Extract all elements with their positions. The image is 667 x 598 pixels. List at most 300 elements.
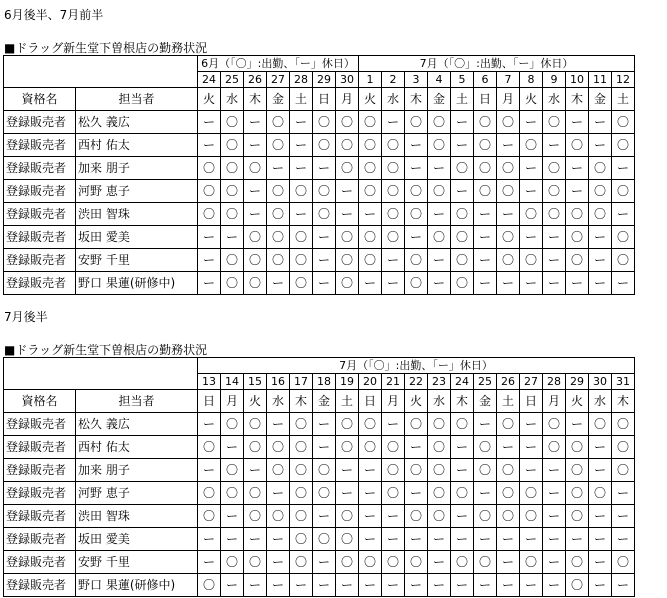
attendance-mark-cell: ー [313,272,336,295]
date-cell: 11 [589,72,612,88]
attendance-mark-cell: 〇 [290,551,313,574]
attendance-mark-cell: ー [520,180,543,203]
staff-row [4,528,635,551]
attendance-mark-cell: ー [428,551,451,574]
attendance-mark-cell: ー [359,528,382,551]
attendance-mark-cell: ー [313,551,336,574]
weekday-cell: 木 [244,88,267,111]
attendance-mark-cell: 〇 [428,505,451,528]
header-blank-cell [4,56,198,88]
attendance-mark-cell: 〇 [221,157,244,180]
weekday-cell: 土 [497,390,520,413]
attendance-mark-cell: 〇 [313,180,336,203]
attendance-mark-cell: 〇 [290,482,313,505]
attendance-mark-cell: 〇 [290,272,313,295]
attendance-mark-cell: 〇 [612,134,635,157]
attendance-mark-cell: ー [405,436,428,459]
attendance-mark-cell: 〇 [313,111,336,134]
attendance-mark-cell: ー [405,574,428,597]
attendance-mark-cell: ー [359,459,382,482]
attendance-mark-cell: 〇 [382,226,405,249]
staff-name-cell: 松久 義広 [76,413,198,436]
attendance-mark-cell: 〇 [566,574,589,597]
date-cell: 15 [244,374,267,390]
attendance-mark-cell: 〇 [382,482,405,505]
attendance-mark-cell: ー [405,528,428,551]
attendance-mark-cell: 〇 [566,134,589,157]
staff-row [4,203,635,226]
attendance-mark-cell: 〇 [451,482,474,505]
attendance-mark-cell: ー [336,482,359,505]
date-cell: 26 [497,374,520,390]
attendance-mark-cell: 〇 [267,226,290,249]
attendance-mark-cell: 〇 [474,551,497,574]
attendance-mark-cell: 〇 [405,111,428,134]
attendance-mark-cell: 〇 [382,459,405,482]
attendance-mark-cell: ー [566,111,589,134]
attendance-mark-cell: ー [359,272,382,295]
attendance-mark-cell: ー [474,413,497,436]
attendance-mark-cell: 〇 [267,505,290,528]
weekday-cell: 木 [451,390,474,413]
attendance-mark-cell: 〇 [520,203,543,226]
attendance-mark-cell: ー [290,574,313,597]
attendance-mark-cell: 〇 [359,551,382,574]
attendance-mark-cell: ー [589,226,612,249]
attendance-mark-cell: ー [221,505,244,528]
date-cell: 30 [589,374,612,390]
date-cell: 31 [612,374,635,390]
weekday-cell: 月 [497,88,520,111]
attendance-mark-cell: 〇 [336,528,359,551]
staff-name-cell: 安野 千里 [76,249,198,272]
weekday-cell: 金 [267,88,290,111]
attendance-mark-cell: ー [612,574,635,597]
attendance-mark-cell: 〇 [405,459,428,482]
attendance-mark-cell: 〇 [612,459,635,482]
attendance-mark-cell: ー [543,574,566,597]
weekday-cell: 金 [474,390,497,413]
attendance-mark-cell: ー [290,111,313,134]
attendance-mark-cell: ー [198,459,221,482]
attendance-mark-cell: ー [451,459,474,482]
attendance-mark-cell: 〇 [497,157,520,180]
attendance-mark-cell: ー [267,574,290,597]
weekday-cell: 水 [382,88,405,111]
attendance-mark-cell: ー [543,134,566,157]
attendance-mark-cell: ー [382,505,405,528]
attendance-mark-cell: 〇 [405,272,428,295]
attendance-mark-cell: 〇 [336,249,359,272]
attendance-mark-cell: ー [313,505,336,528]
attendance-mark-cell: ー [244,111,267,134]
attendance-mark-cell: 〇 [244,413,267,436]
weekday-cell: 日 [359,390,382,413]
date-cell: 23 [428,374,451,390]
attendance-mark-cell: 〇 [290,505,313,528]
attendance-mark-cell: ー [336,203,359,226]
staff-name-cell: 河野 恵子 [76,482,198,505]
weekday-cell: 月 [382,390,405,413]
attendance-mark-cell: ー [221,436,244,459]
attendance-mark-cell: 〇 [566,505,589,528]
date-cell: 7 [497,72,520,88]
attendance-mark-cell: 〇 [336,436,359,459]
attendance-mark-cell: 〇 [244,436,267,459]
attendance-mark-cell: ー [589,436,612,459]
attendance-mark-cell: ー [612,272,635,295]
weekday-cell: 日 [474,88,497,111]
attendance-mark-cell: ー [451,111,474,134]
attendance-mark-cell: ー [405,157,428,180]
attendance-mark-cell: 〇 [497,482,520,505]
attendance-mark-cell: ー [451,505,474,528]
qualification-cell: 登録販売者 [4,180,76,203]
attendance-mark-cell: ー [244,203,267,226]
attendance-mark-cell: ー [589,272,612,295]
attendance-mark-cell: 〇 [198,180,221,203]
month-caption-row [4,56,635,72]
attendance-mark-cell: ー [451,134,474,157]
attendance-mark-cell: 〇 [244,482,267,505]
attendance-mark-cell: ー [290,203,313,226]
attendance-mark-cell: ー [543,505,566,528]
attendance-mark-cell: 〇 [589,482,612,505]
date-cell: 28 [543,374,566,390]
staff-row [4,157,635,180]
staff-row [4,111,635,134]
date-cell: 16 [267,374,290,390]
attendance-mark-cell: 〇 [566,459,589,482]
attendance-mark-cell: ー [198,272,221,295]
attendance-mark-cell: 〇 [474,505,497,528]
attendance-mark-cell: 〇 [497,249,520,272]
attendance-mark-cell: 〇 [543,180,566,203]
weekday-cell: 月 [336,88,359,111]
attendance-mark-cell: 〇 [566,551,589,574]
attendance-mark-cell: 〇 [221,134,244,157]
attendance-mark-cell: 〇 [543,413,566,436]
attendance-mark-cell: 〇 [543,436,566,459]
attendance-mark-cell: ー [520,436,543,459]
attendance-mark-cell: ー [359,482,382,505]
weekday-cell: 日 [313,88,336,111]
attendance-mark-cell: 〇 [267,459,290,482]
attendance-mark-cell: ー [382,528,405,551]
attendance-mark-cell: ー [336,574,359,597]
section-2-table-title: ■ドラッグ新生堂下曽根店の勤務状況 [4,343,208,357]
attendance-mark-cell: 〇 [428,134,451,157]
attendance-mark-cell: ー [589,505,612,528]
attendance-mark-cell: 〇 [566,482,589,505]
attendance-mark-cell: ー [497,203,520,226]
attendance-mark-cell: ー [497,436,520,459]
attendance-mark-cell: ー [589,459,612,482]
weekday-cell: 火 [566,390,589,413]
attendance-mark-cell: 〇 [290,249,313,272]
attendance-mark-cell: 〇 [221,459,244,482]
weekday-cell: 火 [244,390,267,413]
attendance-mark-cell: 〇 [336,551,359,574]
attendance-mark-cell: ー [405,226,428,249]
date-cell: 13 [198,374,221,390]
attendance-mark-cell: 〇 [543,157,566,180]
attendance-mark-cell: 〇 [612,551,635,574]
attendance-mark-cell: 〇 [313,482,336,505]
attendance-mark-cell: 〇 [566,226,589,249]
attendance-mark-cell: ー [612,157,635,180]
attendance-mark-cell: ー [267,157,290,180]
attendance-mark-cell: 〇 [198,203,221,226]
attendance-mark-cell: ー [428,203,451,226]
attendance-mark-cell: ー [497,551,520,574]
qualification-cell: 登録販売者 [4,551,76,574]
section-2-heading: 7月後半 [4,310,48,324]
attendance-mark-cell: 〇 [313,459,336,482]
qualification-cell: 登録販売者 [4,505,76,528]
attendance-mark-cell: ー [313,413,336,436]
attendance-mark-cell: ー [474,482,497,505]
section-1-table-title: ■ドラッグ新生堂下曽根店の勤務状況 [4,41,208,55]
attendance-mark-cell: ー [244,134,267,157]
attendance-mark-cell: ー [198,111,221,134]
qualification-cell: 登録販売者 [4,226,76,249]
month-caption: 7月（「〇」:出勤、「ー」休日） [359,56,635,72]
attendance-mark-cell: 〇 [612,226,635,249]
staff-header: 担当者 [76,88,198,111]
attendance-mark-cell: 〇 [382,134,405,157]
attendance-mark-cell: ー [382,413,405,436]
attendance-mark-cell: 〇 [451,157,474,180]
attendance-mark-cell: ー [221,528,244,551]
attendance-mark-cell: ー [566,180,589,203]
schedule-table-1 [3,55,635,295]
attendance-mark-cell: 〇 [267,436,290,459]
attendance-mark-cell: 〇 [359,111,382,134]
date-cell: 20 [359,374,382,390]
attendance-mark-cell: 〇 [497,413,520,436]
staff-row [4,272,635,295]
attendance-mark-cell: 〇 [382,551,405,574]
staff-name-cell: 加来 朋子 [76,157,198,180]
attendance-mark-cell: 〇 [267,134,290,157]
qualification-cell: 登録販売者 [4,249,76,272]
attendance-mark-cell: 〇 [267,111,290,134]
attendance-mark-cell: 〇 [221,272,244,295]
attendance-mark-cell: ー [198,249,221,272]
attendance-mark-cell: 〇 [474,111,497,134]
date-cell: 22 [405,374,428,390]
attendance-mark-cell: 〇 [290,528,313,551]
attendance-mark-cell: ー [405,482,428,505]
attendance-mark-cell: 〇 [267,180,290,203]
attendance-mark-cell: 〇 [405,551,428,574]
date-cell: 25 [221,72,244,88]
attendance-mark-cell: ー [405,134,428,157]
attendance-mark-cell: 〇 [612,249,635,272]
attendance-mark-cell: 〇 [267,249,290,272]
section-1-heading: 6月後半、7月前半 [4,8,104,22]
weekday-cell: 水 [267,390,290,413]
attendance-mark-cell: ー [244,180,267,203]
attendance-mark-cell: ー [589,574,612,597]
attendance-mark-cell: ー [474,528,497,551]
date-cell: 30 [336,72,359,88]
attendance-mark-cell: 〇 [566,436,589,459]
staff-name-cell: 西村 佑太 [76,436,198,459]
attendance-mark-cell: 〇 [198,574,221,597]
attendance-mark-cell: 〇 [359,180,382,203]
attendance-mark-cell: 〇 [612,111,635,134]
attendance-mark-cell: ー [313,436,336,459]
attendance-mark-cell: ー [451,180,474,203]
attendance-mark-cell: 〇 [451,551,474,574]
weekday-row [4,88,635,111]
attendance-mark-cell: 〇 [428,226,451,249]
staff-name-cell: 野口 果蓮(研修中) [76,574,198,597]
attendance-mark-cell: 〇 [474,436,497,459]
attendance-mark-cell: ー [451,574,474,597]
staff-name-cell: 渋田 智珠 [76,505,198,528]
attendance-mark-cell: ー [382,249,405,272]
weekday-cell: 日 [520,390,543,413]
staff-name-cell: 野口 果蓮(研修中) [76,272,198,295]
attendance-mark-cell: ー [520,574,543,597]
attendance-mark-cell: ー [520,528,543,551]
attendance-mark-cell: ー [497,134,520,157]
attendance-mark-cell: 〇 [198,482,221,505]
attendance-mark-cell: 〇 [451,413,474,436]
attendance-mark-cell: ー [359,203,382,226]
attendance-mark-cell: ー [589,249,612,272]
attendance-mark-cell: ー [359,574,382,597]
weekday-cell: 土 [336,390,359,413]
weekday-cell: 土 [290,88,313,111]
date-cell: 27 [520,374,543,390]
attendance-mark-cell: ー [474,203,497,226]
attendance-mark-cell: 〇 [336,413,359,436]
attendance-mark-cell: ー [198,551,221,574]
attendance-mark-cell: 〇 [382,203,405,226]
attendance-mark-cell: 〇 [382,157,405,180]
weekday-cell: 火 [405,390,428,413]
attendance-mark-cell: ー [267,551,290,574]
attendance-mark-cell: 〇 [520,134,543,157]
attendance-mark-cell: 〇 [313,528,336,551]
weekday-cell: 木 [566,88,589,111]
staff-name-cell: 西村 佑太 [76,134,198,157]
attendance-mark-cell: 〇 [290,226,313,249]
qualification-cell: 登録販売者 [4,134,76,157]
attendance-mark-cell: 〇 [520,482,543,505]
attendance-mark-cell: ー [267,272,290,295]
attendance-mark-cell: ー [589,134,612,157]
attendance-mark-cell: ー [566,157,589,180]
attendance-mark-cell: ー [267,413,290,436]
attendance-mark-cell: ー [589,528,612,551]
attendance-mark-cell: ー [589,111,612,134]
attendance-mark-cell: ー [428,157,451,180]
attendance-mark-cell: 〇 [543,111,566,134]
attendance-mark-cell: ー [543,551,566,574]
attendance-mark-cell: ー [313,249,336,272]
attendance-mark-cell: 〇 [221,111,244,134]
attendance-mark-cell: ー [198,134,221,157]
attendance-mark-cell: ー [543,226,566,249]
qualification-cell: 登録販売者 [4,272,76,295]
attendance-mark-cell: 〇 [497,111,520,134]
weekday-cell: 金 [428,88,451,111]
date-cell: 21 [382,374,405,390]
attendance-mark-cell: 〇 [221,413,244,436]
attendance-mark-cell: ー [497,272,520,295]
weekday-cell: 木 [405,88,428,111]
attendance-mark-cell: 〇 [405,505,428,528]
attendance-mark-cell: 〇 [336,505,359,528]
qualification-cell: 登録販売者 [4,459,76,482]
date-cell: 2 [382,72,405,88]
attendance-mark-cell: ー [336,180,359,203]
attendance-mark-cell: 〇 [290,180,313,203]
staff-row [4,180,635,203]
date-cell: 12 [612,72,635,88]
attendance-mark-cell: ー [382,574,405,597]
weekday-cell: 水 [428,390,451,413]
date-cell: 29 [313,72,336,88]
date-cell: 24 [198,72,221,88]
attendance-mark-cell: 〇 [290,436,313,459]
attendance-mark-cell: 〇 [267,203,290,226]
attendance-mark-cell: 〇 [497,226,520,249]
qualification-cell: 登録販売者 [4,482,76,505]
attendance-mark-cell: 〇 [244,249,267,272]
weekday-cell: 金 [313,390,336,413]
weekday-cell: 土 [451,88,474,111]
attendance-mark-cell: 〇 [313,134,336,157]
date-cell: 18 [313,374,336,390]
weekday-cell: 水 [221,88,244,111]
attendance-mark-cell: 〇 [221,203,244,226]
attendance-mark-cell: ー [244,459,267,482]
attendance-mark-cell: ー [497,574,520,597]
attendance-mark-cell: 〇 [451,226,474,249]
attendance-mark-cell: 〇 [198,505,221,528]
date-cell: 8 [520,72,543,88]
weekday-cell: 火 [198,88,221,111]
attendance-mark-cell: 〇 [428,413,451,436]
attendance-mark-cell: ー [543,528,566,551]
attendance-mark-cell: 〇 [359,249,382,272]
staff-row [4,436,635,459]
attendance-mark-cell: 〇 [428,459,451,482]
attendance-mark-cell: ー [520,157,543,180]
attendance-mark-cell: ー [290,157,313,180]
attendance-mark-cell: 〇 [474,180,497,203]
attendance-mark-cell: ー [589,551,612,574]
qualification-cell: 登録販売者 [4,574,76,597]
weekday-cell: 水 [589,390,612,413]
attendance-mark-cell: 〇 [474,459,497,482]
month-caption-row [4,358,635,374]
attendance-mark-cell: ー [382,111,405,134]
attendance-mark-cell: 〇 [359,157,382,180]
attendance-mark-cell: 〇 [336,111,359,134]
attendance-mark-cell: ー [612,203,635,226]
attendance-mark-cell: ー [267,528,290,551]
date-cell: 5 [451,72,474,88]
attendance-mark-cell: 〇 [474,157,497,180]
staff-header: 担当者 [76,390,198,413]
